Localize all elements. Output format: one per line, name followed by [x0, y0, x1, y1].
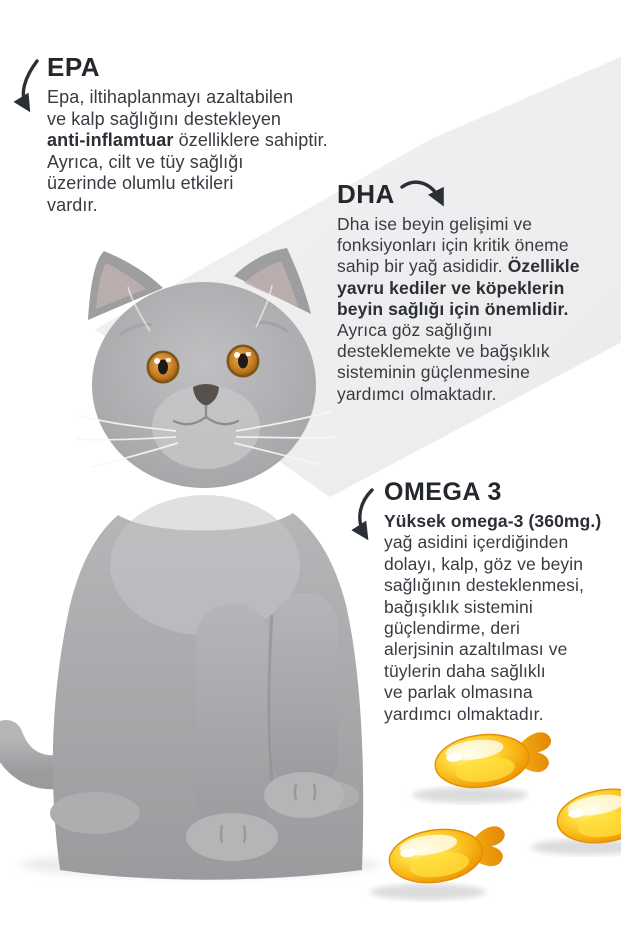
text-line: tüylerin daha sağlıklı	[384, 660, 546, 681]
capsule-shadow	[412, 787, 528, 803]
text-line: fonksiyonları için kritik öneme	[337, 235, 569, 256]
text-line: sisteminin güçlenmesine	[337, 362, 530, 383]
cat-chest	[110, 495, 300, 635]
fish-oil-capsule-1	[432, 727, 556, 793]
text-line: vardır.	[47, 194, 98, 215]
section-dha-heading: DHA	[337, 179, 395, 209]
text-line: yavru kediler ve köpeklerin	[337, 277, 565, 298]
text-line: güçlendirme, deri	[384, 618, 520, 639]
text-line: Ayrıca göz sağlığını	[337, 320, 493, 341]
text-line: bağışıklık sistemini	[384, 596, 533, 617]
section-omega3-body	[384, 511, 601, 725]
text-line: ve parlak olmasına	[384, 682, 533, 703]
epa-arrow-icon	[23, 61, 37, 107]
text-line: Yüksek omega-3 (360mg.)	[384, 511, 602, 531]
text-line: sahip bir yağ asididir. Özellikle	[337, 256, 580, 277]
text-line: beyin sağlığı için önemlidir.	[337, 298, 569, 319]
text-line: yardımcı olmaktadır.	[384, 703, 544, 724]
text-line: dolayı, kalp, göz ve beyin	[384, 553, 584, 574]
fish-oil-capsule-3	[386, 820, 510, 888]
section-omega3	[384, 478, 601, 725]
text-line: anti-inflamtuar özelliklere sahiptir.	[47, 130, 328, 151]
cat-eye-right	[227, 345, 260, 378]
section-omega3-heading: OMEGA 3	[384, 478, 502, 506]
capsule-shadow	[531, 839, 621, 855]
section-dha-body	[337, 214, 580, 405]
text-line: yağ asidini içerdiğinden	[384, 532, 569, 553]
text-line: Dha ise beyin gelişimi ve	[337, 214, 533, 234]
section-epa	[47, 52, 328, 217]
text-line: üzerinde olumlu etkileri	[47, 173, 234, 194]
cat-hind-paw-left	[50, 792, 140, 834]
text-line: yardımcı olmaktadır.	[337, 383, 497, 404]
text-line: ve kalp sağlığını destekleyen	[47, 108, 282, 129]
cat-front-paw-left	[186, 813, 278, 861]
section-epa-body	[47, 87, 328, 217]
cat-front-leg-left	[196, 603, 270, 835]
cat-front-leg-right	[272, 593, 338, 791]
cat-front-paw-right	[264, 772, 344, 818]
fish-oil-capsule-2	[554, 779, 621, 849]
text-line: Epa, iltihaplanmayı azaltabilen	[47, 87, 294, 107]
text-line: Ayrıca, cilt ve tüy sağlığı	[47, 151, 244, 172]
section-epa-heading: EPA	[47, 52, 101, 82]
cat-eye-left	[147, 351, 180, 384]
text-line: alerjsinin azaltılması ve	[384, 639, 568, 660]
section-dha	[337, 179, 580, 405]
text-line: desteklemekte ve bağşıklık	[337, 341, 550, 362]
text-line: sağlığının desteklenmesi,	[384, 575, 584, 596]
